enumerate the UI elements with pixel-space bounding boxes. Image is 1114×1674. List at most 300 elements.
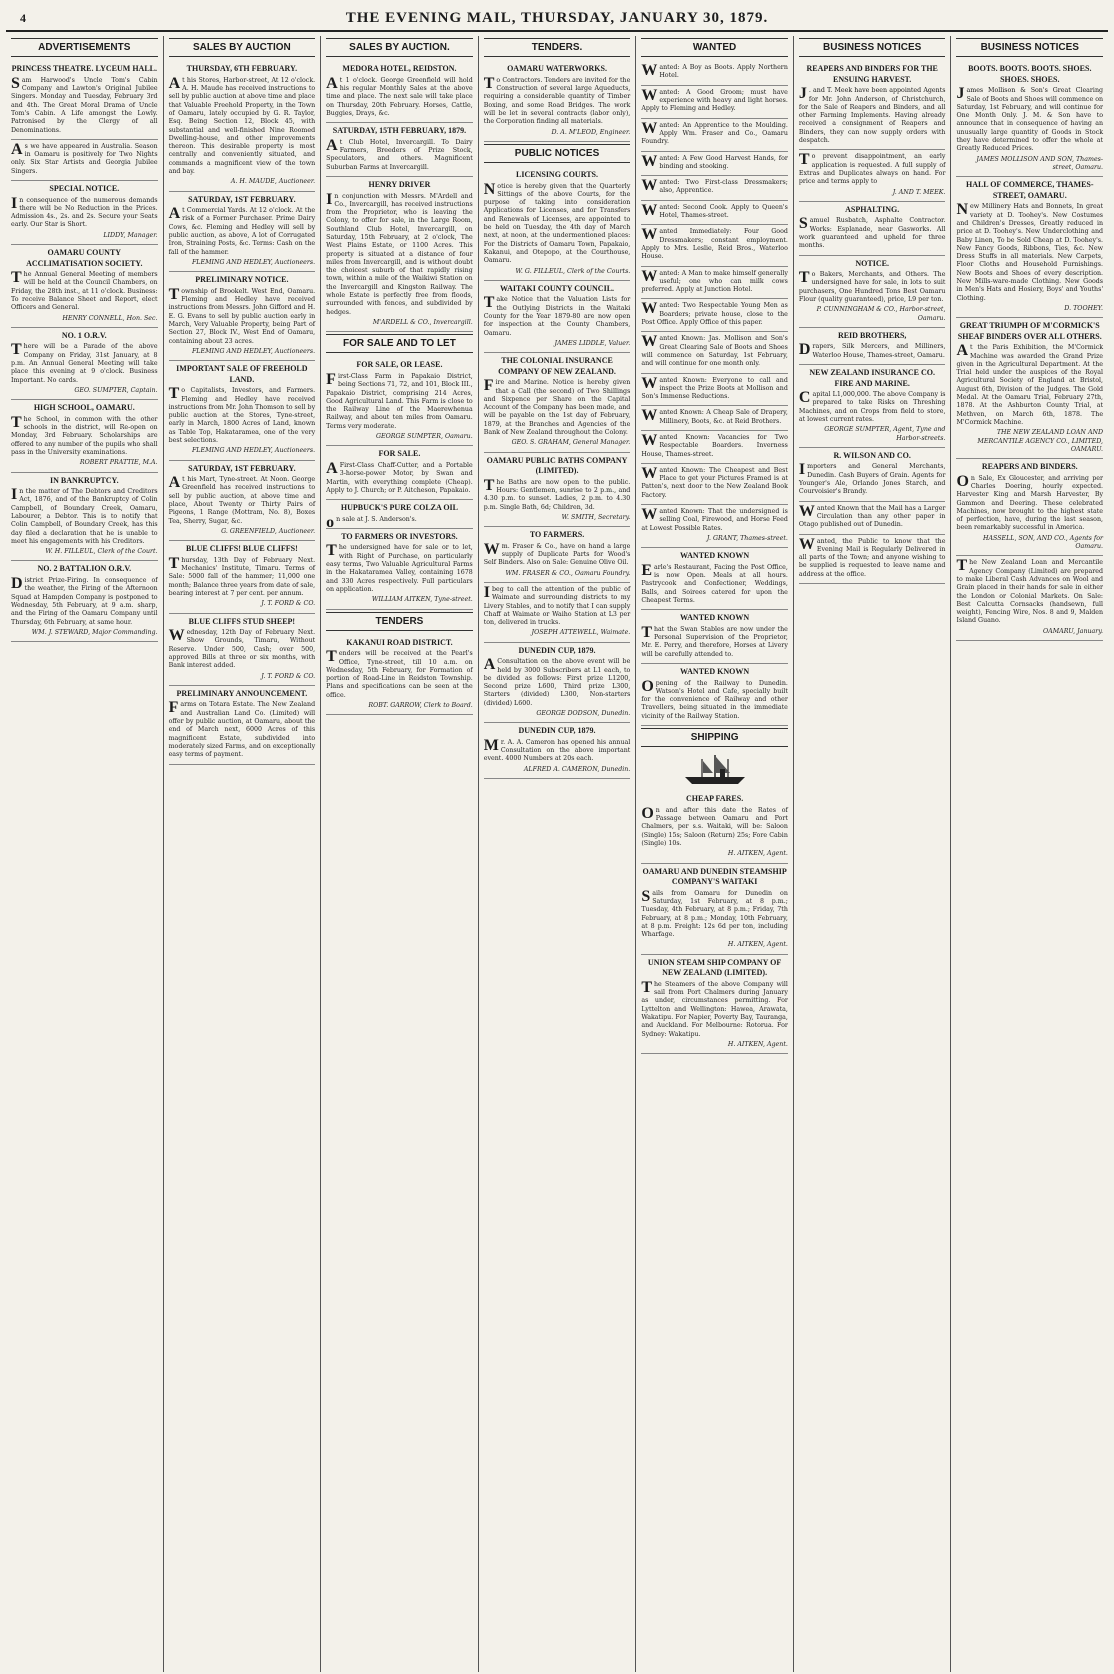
ad-text: o Contractors. Tenders are invited for the Construction of several large Aqueducts, requiring a considerable quantity of Timber Boxing, and some Road Bridges. The work will be let in several contracts (labor only), the Corporation finding all materials. [483, 76, 631, 126]
ad-body [483, 74, 631, 127]
advertisement [641, 431, 788, 464]
ad-text: anted: Second Cook. Apply to Queen's Hotel, Thames-street. [659, 203, 788, 220]
ad-text: beg to call the attention of the public of Waimate and surrounding districts to my Livery Stables, and to notify that I can supply Chaff at Waimate or Waiho Station at L3 per ton, delivered in trucks. [483, 585, 631, 627]
ad-signature: LIDDY, Manager. [103, 231, 158, 239]
ad-text: ake Notice that the Valuation Lists for the Outlying Districts in the Waitaki County for the Year 1879-80 are now open for inspection at the County Chambers, Oamaru. [483, 296, 631, 337]
ad-body [799, 463, 946, 496]
ad-signature: JAMES LIDDLE, Valuer. [554, 339, 631, 347]
advertisement [169, 541, 316, 613]
section-heading: BUSINESS NOTICES [799, 38, 946, 57]
ad-text: otice is hereby given that the Quarterly Sittings of the above Courts, for the purpose of taking into consideration Applications for Licenses, and for Transfers and Renewals of Licenses, are appointed to be held on Tuesday, the 4th day of March next, at noon, at the undermentioned places: For the Districts of Oamaru Town, Papakaio, Kakanui, and Otepopo, at the Courthouse, Oamaru. [483, 182, 631, 265]
ad-body [11, 577, 158, 627]
ad-body [169, 476, 316, 526]
ad-body [799, 87, 946, 145]
drop-cap: T [11, 341, 22, 359]
drop-cap: S [11, 74, 20, 92]
advertisement [326, 635, 473, 716]
drop-cap: W [641, 226, 658, 244]
ad-heading: CHEAP FARES. [686, 794, 744, 804]
advertisement [641, 86, 788, 119]
drop-cap: C [798, 389, 811, 407]
drop-cap: T [483, 74, 495, 92]
ad-signature: J. AND T. MEEK. [892, 188, 946, 196]
ad-text: enders will be received at the Pearl's Office, Tyne-street, till 10 a.m. on Wednesday, 5th February, for Formation of portion of Road-Line in Reidston Township. Plans and specifications can be seen at the office. [326, 650, 473, 699]
ad-body [326, 136, 473, 172]
drop-cap: I [11, 486, 18, 504]
drop-cap: W [641, 407, 658, 425]
drop-cap: W [798, 502, 815, 520]
ad-body [11, 140, 158, 176]
ad-heading: MEDORA HOTEL, REIDSTON. [342, 64, 457, 74]
ad-text: he School, in common with the other schools in the district, will Re-open on Monday, 3rd February. Scholarships are offered to any number of the pupils who shall pass in the University examinations. [11, 415, 158, 456]
advertisement [484, 583, 631, 643]
ad-text: irst-Class Farm in Papakaio District, being Sections 71, 72, and 101, Block III., Papakaio District, comprising 214 Acres, Good Agricultural Land. This Farm is close to the Railway Line of the Maerewhenua Railway, and about ten miles from Oamaru. Terms very moderate. [326, 372, 473, 430]
ad-body [641, 86, 788, 114]
advertisement [956, 61, 1103, 177]
masthead [6, 6, 1108, 32]
ad-body [798, 502, 946, 530]
advertisement [641, 548, 788, 610]
ship-icon [680, 751, 750, 787]
ad-signature: J. T. FORD & CO. [261, 672, 316, 680]
column-4 [478, 36, 636, 1672]
advertisement [169, 614, 316, 686]
advertisement [326, 529, 473, 610]
advertisement [326, 123, 473, 177]
advertisement [484, 281, 631, 353]
drop-cap: A [483, 656, 496, 674]
ad-signature: H. AITKEN, Agent. [727, 850, 788, 858]
drop-cap: T [168, 385, 180, 403]
section-heading: TENDERS. [484, 38, 631, 57]
ad-text: n the matter of The Debtors and Creditors Act, 1876, and of the Bankruptcy of Colin Campbell, of Boundary Creek, Oamaru, Labourer, a Debtor. This is to notify that Colin Campbell, of Boundary Creek, has this day filed a declaration that he is unable to meet his engagements with his Creditors. [11, 488, 158, 545]
ad-signature: H. AITKEN, Agent. [727, 941, 788, 949]
ad-text: he undersigned have for sale or to let, with Right of Purchase, on particularly easy terms, Two Valuable Agricultural Farms in the Hakataramea Valley, containing 1678 and 330 Acres respectively. Full particulars on application. [326, 544, 473, 593]
advertisement [641, 225, 788, 266]
advertisement [641, 955, 788, 1054]
ad-text: anted Known: That the undersigned is selling Coal, Firewood, and Horse Feed at Lowest Possible Rates. [641, 508, 788, 532]
ad-body [168, 285, 316, 346]
ad-text: s we have appeared in Australia. Season in Oamaru is positively for Two Nights only. Six Star Artists and Georgia Jubilee Singers. [11, 142, 158, 175]
ad-text: n Sale, Ex Gloucester, and arriving per Charles Doering, hourly expected. Harvester King and Marsh Harvester, By Gammon and Deering. These celebrated Machines, now brought to the highest state of perfection, have, during the last season, been remarkably successful in America. [956, 474, 1104, 532]
ad-signature: JOSEPH ATTEWELL, Waimate. [531, 629, 631, 637]
ad-body [326, 459, 473, 495]
ad-body [641, 508, 788, 533]
drop-cap: I [11, 194, 18, 212]
ad-body [641, 804, 788, 848]
drop-cap: T [168, 285, 180, 303]
drop-cap: F [168, 699, 179, 717]
drop-cap: F [483, 377, 494, 395]
ad-body [11, 271, 158, 312]
advertisement [956, 177, 1103, 318]
ad-heading: IMPORTANT SALE OF FREEHOLD LAND. [176, 364, 308, 384]
ad-text: anted: Two First-class Dressmakers; also, Apprentice. [659, 179, 788, 195]
drop-cap: W [641, 86, 658, 104]
ad-text: . and T. Meek have been appointed Agents for Mr. John Anderson, of Christchurch, for the Sale of Reapers and Binders, and all other Farming Implements. Having already received a consignment of Reapers and Binders, they can now supply orders with despatch. [798, 87, 946, 145]
ad-text: anted: An Apprentice to the Moulding. Apply Wm. Fraser and Co., Oamaru Foundry. [641, 121, 788, 146]
ad-text: he New Zealand Loan and Mercantile Agency Company (Limited) are prepared to make Liberal Cash Advances on Wool and Grain placed in their hands for sale in either the London or Colonial Markets. On Sale: Best Calcutta Cornsacks (handsewn, full weight), Fencing Wire, Nos. 8 and 9, Malden Island Guano. [956, 559, 1104, 625]
ad-text: n consequence of the numerous demands there will be No Reduction in the Prices. Admission 4s., 2s. and 2s. Secure your Seats early. Our Star is Short. [11, 196, 158, 229]
ad-heading: OAMARU WATERWORKS. [507, 64, 607, 74]
advertisement [169, 272, 316, 361]
ad-text: anted Immediately: Four Good Dressmakers; constant employment. Apply to Mrs. Leslie, Reid Bros., Waterloo House. [641, 228, 788, 261]
ad-text: am Harwood's Uncle Tom's Cabin Company and Lawton's Original Jubilee Singers. Monday and Tuesday, February 3rd and 4th. The Great Moral Drama of Uncle Tom's Cabin. A Life amongst the Lowly. Patronised by the Clergy of all Denominations. [11, 76, 158, 134]
advertisement [484, 643, 631, 724]
advertisement [641, 505, 788, 548]
ad-signature: GEORGE DODSON, Dunedin. [536, 710, 631, 718]
advertisement [641, 610, 788, 664]
ad-text: anted, the Public to know that the Evening Mail is Regularly Delivered in all parts of the Town; and anyone wishing to be supplied is requested to leave name and address at the office. [798, 537, 946, 578]
column-1 [6, 36, 163, 1672]
ad-signature: GEORGE SUMPTER, Oamaru. [376, 433, 473, 441]
ad-body [641, 623, 788, 659]
ad-text: t his Stores, Harbor-street, At 12 o'clock. A. H. Maude has received instructions to sell by public auction at above time and place that Valuable Freehold Property, in the Town of Oamaru, lately occupied by G. R. Taylor, Esq. Being Section 12, Block 45, with substantial and well-finished Nine Roomed Dwelling-house, and other improvements thereon. This desirable property is most centrally and conveniently situated, and commands a magnificent view of the town and bay. [168, 76, 316, 175]
drop-cap: A [168, 205, 181, 223]
drop-cap: W [641, 506, 658, 524]
ad-body [641, 179, 788, 196]
advertisement [956, 318, 1103, 459]
advertisement [484, 353, 631, 452]
ad-text: r. A. A. Cameron has opened his annual Consultation on the above important event. 4000 Numbers at 20s each. [483, 738, 631, 763]
ad-body [641, 887, 788, 940]
ad-signature: D. A. M'LEOD, Engineer. [551, 128, 631, 136]
ad-text: ire and Marine. Notice is hereby given that a Call (the second) of Two Shillings and Sixpence per Share on the Capital Account of the Company has been made, and will be payable on the 1st day of February, 1879, at the Branches and Agencies of the Bank of New Zealand throughout the Colony. [483, 379, 631, 437]
ad-heading: NEW ZEALAND INSURANCE CO. FIRE AND MARINE. [809, 368, 935, 388]
ad-body [641, 335, 788, 368]
drop-cap: E [641, 561, 652, 579]
ad-body [641, 302, 788, 327]
advertisement [484, 61, 631, 142]
masthead-title: THE EVENING MAIL, THURSDAY, JANUARY 30, 1879. [345, 9, 769, 26]
ad-body [483, 736, 631, 764]
drop-cap: T [641, 978, 652, 996]
advertisement [169, 61, 316, 191]
ad-text: anted Known: A Cheap Sale of Drapery, Millinery, Boots, &c. at Reid Brothers. [659, 409, 788, 425]
drop-cap: T [956, 557, 968, 575]
drop-cap: W [641, 464, 658, 482]
ad-text: ownship of Brookelt. West End, Oamaru. Fleming and Hedley have received instructions from Messrs. John Gifford and H. E. G. Evans to sell by public auction early in March, Very Valuable Property, being Part of Section 27, Block IV., West End of Oamaru, containing about 23 acres. [168, 287, 316, 345]
advertisement [641, 864, 788, 955]
advertisement [799, 448, 946, 502]
ad-text: ew Millinery Hats and Bonnets, In great variety at D. Toohey's. New Costumes and Children's Dresses, Greatly reduced in price at D. Toohey's. New Underclothing and Baby Linen, To be Sold Cheap at D. Toohey's. New Fancy Goods, Ribbons, Ties, &c. New Dress Stuffs in all materials. New Carpets, Floor Cloths and Household Furnishings. New Boots and Shoes of every description. New Mills-ware-made Clothing. New Goods in Men's Hats and Hosiery, Boys' and Youths' Clothing. [956, 203, 1104, 302]
ad-body [169, 387, 316, 445]
advertisement [641, 374, 788, 407]
advertisement [641, 332, 788, 373]
ad-body [956, 87, 1103, 153]
ad-signature: ROBERT PRATTIE, M.A. [79, 459, 158, 467]
drop-cap: T [11, 269, 22, 287]
ad-heading: R. WILSON AND CO. [833, 450, 911, 460]
ad-signature: WM. FRASER & CO., Oamaru Foundry. [505, 569, 631, 577]
ad-body [11, 74, 158, 135]
drop-cap: D [798, 341, 811, 359]
ad-heading: PRELIMINARY ANNOUNCEMENT. [176, 688, 308, 698]
drop-cap: I [326, 190, 333, 208]
ad-body [798, 535, 946, 579]
ad-text: t Club Hotel, Invercargill. To Dairy Farmers, Breeders of Prize Stock, Speculators, and others. Magnificent Suburban Farms at Invercargill. [326, 138, 473, 171]
ad-text: n and after this date the Rates of Passage between Oamaru and Port Chalmers, per s.s. Waitaki, will be: Saloon (Single) 15s; Saloon (Return) 25s; Fore Cabin (Single) 10s. [641, 806, 788, 847]
ad-heading: REAPERS AND BINDERS. [981, 462, 1078, 472]
advertisement [484, 723, 631, 779]
section-heading: SALES BY AUCTION [169, 38, 316, 57]
ad-heading: HIGH SCHOOL, OAMARU. [33, 403, 135, 413]
advertisement [799, 365, 946, 448]
ad-text: here will be a Parade of the above Company on Friday, 31st January, at 8 p.m. An Annual General Meeting will take place this evening at 9 o'clock. Business Important. No cards. [11, 343, 158, 384]
advertisement [641, 406, 788, 431]
ad-heading: BOOTS. BOOTS. BOOTS. SHOES. SHOES. SHOES. [968, 64, 1092, 84]
ad-heading: BLUE CLIFFS! BLUE CLIFFS! [185, 544, 298, 554]
ad-heading: ASPHALTING. [845, 204, 900, 214]
ad-heading: GREAT TRIUMPH OF M'CORMICK'S SHEAF BINDERS OVER ALL OTHERS. [957, 321, 1102, 341]
ad-text: m. Fraser & Co., have on hand a large supply of Duplicate Parts for Wood's Self Binders. Also on Sale: Genuine Olive Oil. [483, 542, 631, 567]
ad-body [11, 343, 158, 384]
ad-body [326, 650, 473, 700]
ad-signature: ROBT. GARROW, Clerk to Board. [368, 702, 473, 710]
ad-body [484, 379, 631, 437]
advertisement [169, 461, 316, 542]
ad-text: pening of the Railway to Dunedin. Watson's Hotel and Cafe, specially built for the convenience of Railway and other Travellers, being situated in the immediate vicinity of the Railway Station. [641, 679, 788, 720]
ad-heading: SATURDAY, 1ST FEBRUARY. [188, 194, 296, 204]
ad-signature: WILLIAM AITKEN, Tyne-street. [371, 596, 473, 604]
drop-cap: I [483, 583, 490, 601]
ad-text: he Annual General Meeting of members will be held at the Council Chambers, on Friday, the 28th inst., at 11 o'clock. Business: To receive Balance Sheet and Report, elect Officers and General. [11, 271, 158, 312]
advertisement [11, 61, 158, 140]
drop-cap: A [956, 342, 969, 360]
ad-text: t the Paris Exhibition, the M'Cormick Machine was awarded the Grand Prize given in the Agricultural Department. At the Trial held under the auspices of the Royal Agricultural Society of England at Bristol, August 6th, Division of the Judges. The Gold Medal. At the Oamaru Trial, February 27th, 1878. At the Ashburton County Trial, at Methven, on March 6th, 1878. The M'Cormick Machine. [956, 344, 1104, 426]
drop-cap: T [326, 542, 337, 560]
ad-body [169, 207, 316, 257]
drop-cap: J [798, 85, 807, 103]
ad-body [641, 978, 788, 1039]
drop-cap: W [641, 119, 658, 137]
ad-body [11, 488, 158, 546]
ad-signature: GEO. SUMPTER, Captain. [74, 386, 158, 394]
column-6 [793, 36, 951, 1672]
advertisement [11, 328, 158, 400]
ad-body [641, 152, 788, 172]
advertisement [11, 245, 158, 328]
advertisement [11, 561, 158, 642]
advertisement [799, 61, 946, 150]
ad-text: ednesday, 12th Day of February Next. Show Grounds, Timaru, Without Reserve. Under 500, Cash; over 500, approved Bills at three or six months, with Bank interest added. [168, 629, 316, 670]
drop-cap: S [641, 887, 651, 905]
ad-heading: UNION STEAM SHIP COMPANY OF NEW ZEALAND (LIMITED). [647, 957, 782, 978]
drop-cap: N [483, 180, 496, 198]
ad-text: anted Known that the Mail has a Larger Circulation than any other paper in Otago published out of Dunedin. [798, 504, 946, 529]
ad-heading: WAITAKI COUNTY COUNCIL. [500, 283, 615, 293]
drop-cap: W [641, 333, 658, 351]
drop-cap: I [798, 461, 806, 479]
ad-text: hursday, 13th Day of February Next. Mechanics' Institute, Timaru. Terms of Sale: 5000 fall of the hammer; 11,000 one month; Balance three years from date of sale, bearing interest at 7 per cent. per annum. [168, 556, 316, 597]
ad-heading: TO FARMERS. [529, 530, 585, 540]
ad-signature: HENRY CONNELL, Hon. Sec. [62, 314, 158, 322]
ad-signature: A. H. MAUDE, Auctioneer. [230, 178, 316, 186]
advertisement [799, 535, 946, 584]
ad-heading: FOR SALE. [378, 449, 421, 459]
advertisement [641, 61, 788, 86]
section-heading: WANTED [641, 38, 788, 57]
ad-heading: WANTED KNOWN [680, 551, 750, 561]
drop-cap: J [956, 85, 965, 103]
ad-heading: REAPERS AND BINDERS FOR THE ENSUING HARVEST. [806, 64, 938, 84]
advertisement [169, 192, 316, 273]
page-number: 4 [20, 10, 27, 25]
section-heading: SALES BY AUCTION. [326, 38, 473, 57]
advertisement [11, 400, 158, 472]
advertisement [169, 361, 316, 460]
ad-body [483, 476, 631, 512]
ad-body [326, 370, 473, 431]
ad-body [956, 472, 1104, 533]
advertisement [641, 152, 788, 177]
ad-text: anted Known: Jas. Mollison and Son's Great Clearing Sale of Boots and Shoes will commence on Saturday, 1st February, and will continue for one month only. [641, 335, 788, 368]
ad-body [483, 180, 631, 266]
ad-body [641, 677, 788, 721]
ad-heading: NOTICE. [855, 258, 889, 268]
ad-signature: W. G. FILLEUL, Clerk of the Courts. [515, 267, 631, 275]
ad-body [641, 64, 788, 81]
ad-text: anted: Two Respectable Young Men as Boarders; private house, close to the Post Office. Apply Office of this paper. [641, 302, 788, 327]
drop-cap: T [798, 269, 810, 287]
drop-cap: A [326, 136, 338, 154]
drop-cap: T [641, 623, 652, 641]
ad-signature: P. CUNNINGHAM & CO., Harbor-street, Oamaru. [816, 306, 946, 322]
ad-heading: HALL OF COMMERCE, THAMES-STREET, OAMARU. [965, 180, 1094, 200]
ad-heading: IN BANKRUPTCY. [49, 475, 119, 485]
advertisement [641, 201, 788, 226]
ad-body [799, 217, 946, 250]
drop-cap: F [326, 370, 336, 388]
ad-heading: BLUE CLIFFS STUD SHEEP! [188, 616, 296, 626]
section-heading: BUSINESS NOTICES [956, 38, 1103, 57]
ad-heading: SPECIAL NOTICE. [49, 184, 120, 193]
ad-heading: NO. 1 O.R.V. [61, 330, 107, 340]
advertisement [799, 256, 946, 328]
ad-text: anted: A Good Groom; must have experience with heavy and light horses. Apply to Fleming and Hedley. [641, 88, 788, 113]
ad-signature: FLEMING AND HEDLEY, Auctioneers. [191, 447, 316, 455]
section-heading: FOR SALE AND TO LET [326, 334, 473, 353]
ad-heading: KAKANUI ROAD DISTRICT. [346, 637, 453, 647]
ad-text: anted: A Man to make himself generally useful; one who can milk cows preferred. Apply at Junction Hotel. [641, 269, 788, 294]
ad-signature: J. T. FORD & CO. [261, 600, 316, 608]
ad-body [956, 344, 1103, 427]
drop-cap: D [11, 575, 23, 593]
ad-text: rapers, Silk Mercers, and Milliners, Waterloo House, Thames-street, Oamaru. [812, 343, 946, 359]
ad-signature: FLEMING AND HEDLEY, Auctioneers. [191, 347, 316, 355]
ad-heading: WANTED KNOWN [680, 667, 750, 677]
drop-cap: W [641, 300, 658, 318]
ad-body [168, 74, 316, 177]
ad-text: t 1 o'clock. George Greenfield will hold his regular Monthly Sales at the above time and place. The next sale will take place on Thursday, 20th February. Horses, Cattle, Buggies, Drays, &c. [326, 76, 473, 117]
drop-cap: A [168, 74, 181, 92]
ad-body [484, 296, 631, 337]
drop-cap: N [956, 201, 969, 219]
ad-signature: OAMARU, January. [1042, 627, 1104, 635]
drop-cap: W [168, 627, 185, 645]
ad-signature: ALFRED A. CAMERON, Dunedin. [523, 765, 631, 773]
ad-signature: JAMES MOLLISON AND SON, Thames-street, Oamaru. [976, 155, 1104, 171]
ad-text: anted Known: Everyone to call and inspect the Prize Boots at Mollison and Son's Immense Reductions. [641, 376, 788, 401]
ad-text: ames Mollison & Son's Great Clearing Sale of Boots and Shoes will commence on Saturday, 1st February, and will continue for One Month Only. J. M. & Son have to announce that in consequence of having an unusually large quantity of Goods in Stock they have determined to offer the whole at Greatly Reduced Prices. [956, 87, 1104, 153]
ad-body [641, 374, 788, 402]
ad-body [799, 343, 946, 360]
drop-cap: M [483, 736, 499, 754]
ad-body [799, 391, 946, 424]
columns [6, 36, 1108, 1672]
ad-text: amuel Rusbatch, Asphalte Contractor. Works: Esplanade, near Gasworks. All work guaranteed and upheld for three months. [798, 217, 946, 250]
ad-text: arms on Totara Estate. The New Zealand and Australian Land Co. (Limited) will offer by public auction, at Oamaru, about the end of March next, 6000 Acres of this magnificent Estate, subdivided into moderately sized Farms, and on exceptionally easy terms of payment. [168, 701, 316, 759]
ad-body [799, 271, 946, 304]
ad-text: mporters and General Merchants, Dunedin. Cash Buyers of Grain. Agents for Younger's Ale, Orlando Jones Starch, and Courvoisier's Brandy. [798, 463, 946, 496]
ad-text: t Commercial Yards. At 12 o'clock. At the risk of a Former Purchaser. Prime Dairy Cows, &c. Fleming and Hedley will sell by public auction, as above, A lot of Corrugated Iron, Straining Posts, &c. Terms: Cash on the fall of the hammer. [168, 207, 316, 256]
drop-cap: A [11, 140, 23, 158]
drop-cap: W [641, 431, 658, 449]
advertisement [169, 686, 316, 765]
drop-cap: W [641, 62, 658, 80]
ad-body [641, 409, 788, 426]
ad-text: hat the Swan Stables are now under the Personal Supervision of the Proprietor, Mr. E. Perry, and therefore, Horses at Livery will be carefully attended to. [641, 625, 788, 658]
ad-body [484, 658, 631, 708]
ad-body [326, 544, 473, 594]
ad-text: o Bakers, Merchants, and Others. The undersigned have for sale, in lots to suit purchasers, One Hundred Tons Best Oamaru Flour (quality guaranteed), price, L9 per ton. [798, 271, 946, 304]
advertisement [326, 446, 473, 500]
ad-text: arle's Restaurant, Facing the Post Office, is now Open. Meals at all hours. Pastrycook and Confectioner, Weddings, Balls, and Soirees catered for upon the Cheapest Terms. [641, 563, 788, 604]
ad-text: Consultation on the above event will be held by 3000 Subscribers at L1 each, to be divided as follows: First prize L1200, Second prize L600, Third prize L300, Starters (divided) L300, Non-starters (divided) L600. [483, 658, 631, 707]
ad-text: anted Known: Vacancies for Two Respectable Boarders. Inverness House, Thames-street. [641, 433, 788, 458]
ad-body [799, 153, 946, 186]
ad-signature: THE NEW ZEALAND LOAN AND MERCANTILE AGENCY CO., LIMITED, OAMARU. [977, 429, 1104, 453]
ad-heading: SATURDAY, 1ST FEBRUARY. [188, 463, 296, 473]
ad-heading: WANTED KNOWN [680, 613, 750, 623]
drop-cap: O [956, 472, 969, 490]
advertisement [326, 500, 473, 529]
section-heading: PUBLIC NOTICES [484, 144, 631, 163]
section-heading: TENDERS [326, 612, 473, 631]
ad-body [641, 228, 788, 261]
drop-cap: T [326, 648, 337, 666]
drop-cap: o [326, 513, 335, 531]
ad-signature: WM. J. STEWARD, Major Commanding. [31, 628, 158, 636]
ad-body [641, 267, 788, 295]
advertisement [484, 167, 631, 281]
ad-text: t his Mart, Tyne-street. At Noon. George Greenfield has received instructions to sell by public auction, at above time and place, About Twenty or Thirty Pairs of Pigeons, 1 Range (Mottram, No. 8), Boxes Tea, Sherry, Sugar, &c. [168, 476, 316, 525]
ad-heading: OAMARU PUBLIC BATHS COMPANY (LIMITED). [486, 455, 628, 476]
ad-signature: W. H. FILLEUL, Clerk of the Court. [45, 548, 158, 556]
ad-body [483, 540, 631, 568]
drop-cap: A [168, 474, 181, 492]
advertisement [799, 150, 946, 201]
ad-body [641, 431, 788, 459]
advertisement [956, 556, 1103, 641]
section-heading: SHIPPING [641, 728, 788, 747]
ad-body [326, 74, 473, 118]
ad-heading: PRELIMINARY NOTICE. [195, 275, 289, 285]
ad-text: n conjunction with Messrs. M'Ardell and Co., Invercargill, has received instructions from the Proprietor, who is leaving the Colony, to offer for sale, in the Large Room, Southland Club Hotel, Invercargill, on Saturday, 15th February, at 2 o'clock, The West Plains Estate, or 1100 Acres. This property is situated at a distance of four miles from Invercargill, and is without doubt the choicest suburb of that rapidly rising town, within a mile of the Waikiwi Station on the Invercargill and Kingston Railway. The whole Estate is perfectly free from floods, surrounded with fences, and subdivided by hedges. [326, 192, 473, 316]
advertisement [326, 61, 473, 123]
column-7 [950, 36, 1108, 1672]
ad-heading: DUNEDIN CUP, 1879. [518, 726, 596, 736]
ad-signature: HASSELL, SON, AND CO., Agents for Oamaru. [982, 534, 1104, 551]
advertisement [956, 459, 1103, 556]
ad-signature: H. AITKEN, Agent. [727, 1040, 788, 1048]
ad-signature: J. GRANT, Thames-street. [706, 534, 788, 542]
ad-text: First-Class Chaff-Cutter, and a Portable 3-horse-power Motor, by Swan and Martin, with everything complete (Cheap). Apply to J. Church; or P. Aitcheson, Papakaio. [326, 461, 473, 494]
advertisement [641, 791, 788, 863]
advertisement [641, 267, 788, 300]
ad-body [956, 559, 1103, 625]
ad-heading: FOR SALE, OR LEASE. [356, 360, 443, 370]
